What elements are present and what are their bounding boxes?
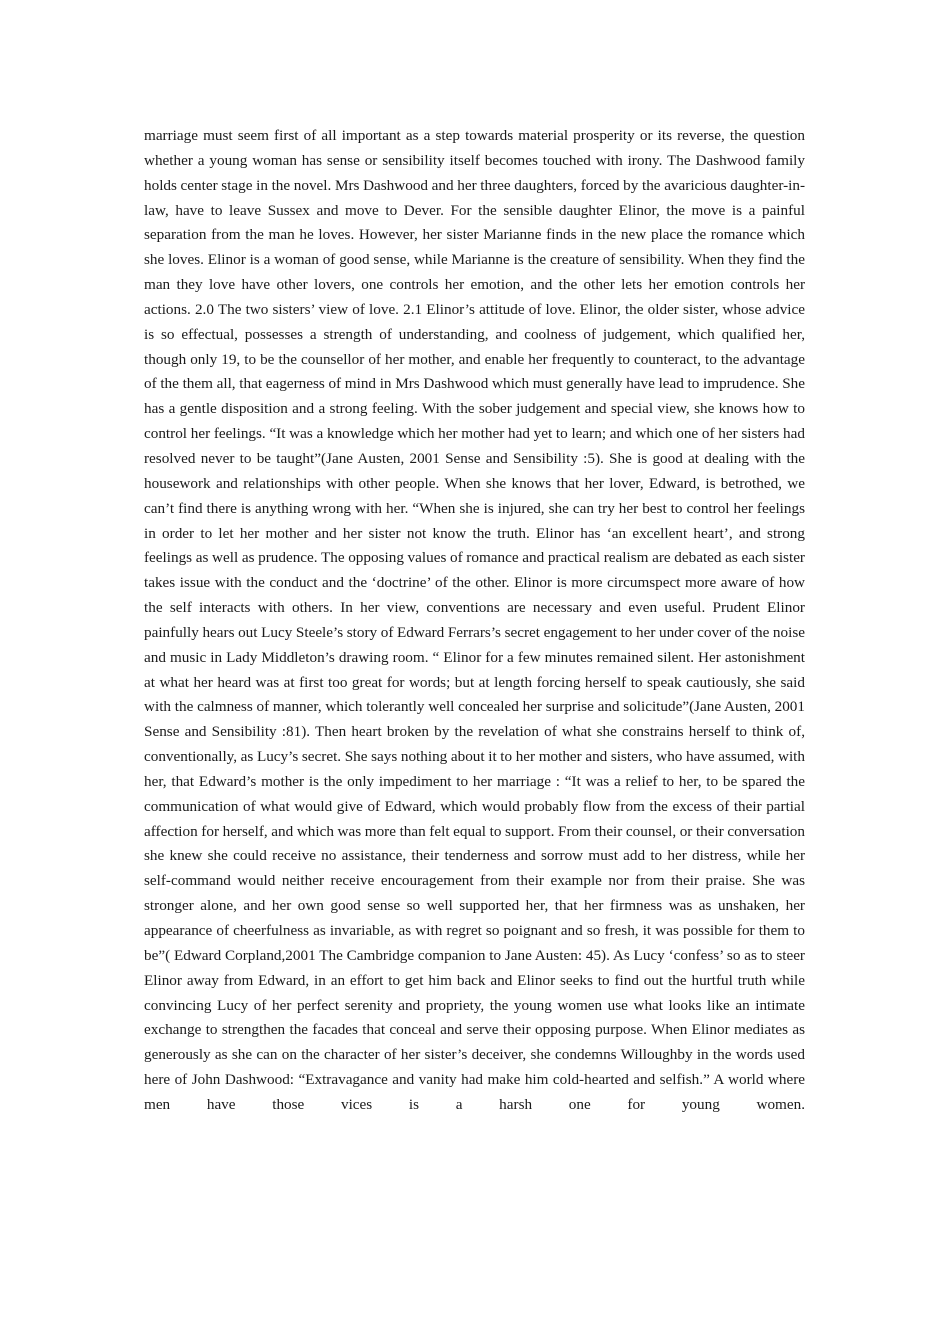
body-paragraph: marriage must seem first of all important as a step towards material prosperity or its reverse, the question whether a young woman has sense or sensibility itself becomes touched with irony. The Dashwood family holds center stage in the novel. Mrs Dashwood and her three daughters, forced by the avaricious daughter-in-law, have to leave Sussex and move to Dever. For the sensible daughter Elinor, the move is a painful separation from the man he loves. However, her sister Marianne finds in the new place the romance which she loves. Elinor is a woman of good sense, while Marianne is the creature of sensibility. When they find the man they love have other lovers, one controls her emotion, and the other lets her emotion controls her actions. 2.0 The two sisters’ view of love. 2.1 Elinor’s attitude of love. Elinor, the older sister, whose advice is so effectual, possesses a strength of understanding, and coolness of judgement, which qualified her, though only 19, to be the counsellor of her mother, and enable her frequently to counteract, to the advantage of the them all, that eagerness of mind in Mrs Dashwood which must generally have lead to imprudence. She has a gentle disposition and a strong feeling. With the sober judgement and special view, she knows how to control her feelings. “It was a knowledge which her mother had yet to learn; and which one of her sisters had resolved never to be taught”(Jane Austen, 2001 Sense and Sensibility :5). She is good at dealing with the housework and relationships with other people. When she knows that her lover, Edward, is betrothed, we can’t find there is anything wrong with her. “When she is injured, she can try her best to control her feelings in order to let her mother and her sister not know the truth. Elinor has ‘an excellent heart’, and strong feelings as well as prudence. The opposing values of romance and practical realism are debated as each sister takes issue with the conduct and the ‘doctrine’ of the other. Elinor is more circumspect more aware of how the self interacts with others. In her view, conventions are necessary and even useful. Prudent Elinor painfully hears out Lucy Steele’s story of Edward Ferrars’s secret engagement to her under cover of the noise and music in Lady Middleton’s drawing room. “ Elinor for a few minutes remained silent. Her astonishment at what her heard was at first too great for words; but at length forcing herself to speak cautiously, she said with the calmness of manner, which tolerantly well concealed her surprise and solicitude”(Jane Austen, 2001 Sense and Sensibility :81). Then heart broken by the revelation of what she constrains herself to think of, conventionally, as Lucy’s secret. She says nothing about it to her mother and sisters, who have assumed, with her, that Edward’s mother is the only impediment to her marriage : “It was a relief to her, to be spared the communication of what would give of Edward, which would probably flow from the excess of their partial affection for herself, and which was more than felt equal to support. From their counsel, or their conversation she knew she could receive no assistance, their tenderness and sorrow must add to her distress, while her self-command would neither receive encouragement from their example nor from their praise. She was stronger alone, and her own good sense so well supported her, that her firmness was as unshaken, her appearance of cheerfulness as invariable, as with regret so poignant and so fresh, it was possible for them to be”( Edward Corpland,2001 The Cambridge companion to Jane Austen: 45). As Lucy ‘confess’ so as to steer Elinor away from Edward, in an effort to get him back and Elinor seeks to find out the hurtful truth while convincing Lucy of her perfect serenity and propriety, the young women use what looks like an intimate exchange to strengthen the facades that conceal and serve their opposing purpose. When Elinor mediates as generously as she can on the character of her sister’s deceiver, she condemns Willoughby in the words used here of John Dashwood: “Extravagance and vanity had make him cold-hearted and selfish.” A world where men have those vices is a harsh one for young women.: [144, 127, 805, 1113]
